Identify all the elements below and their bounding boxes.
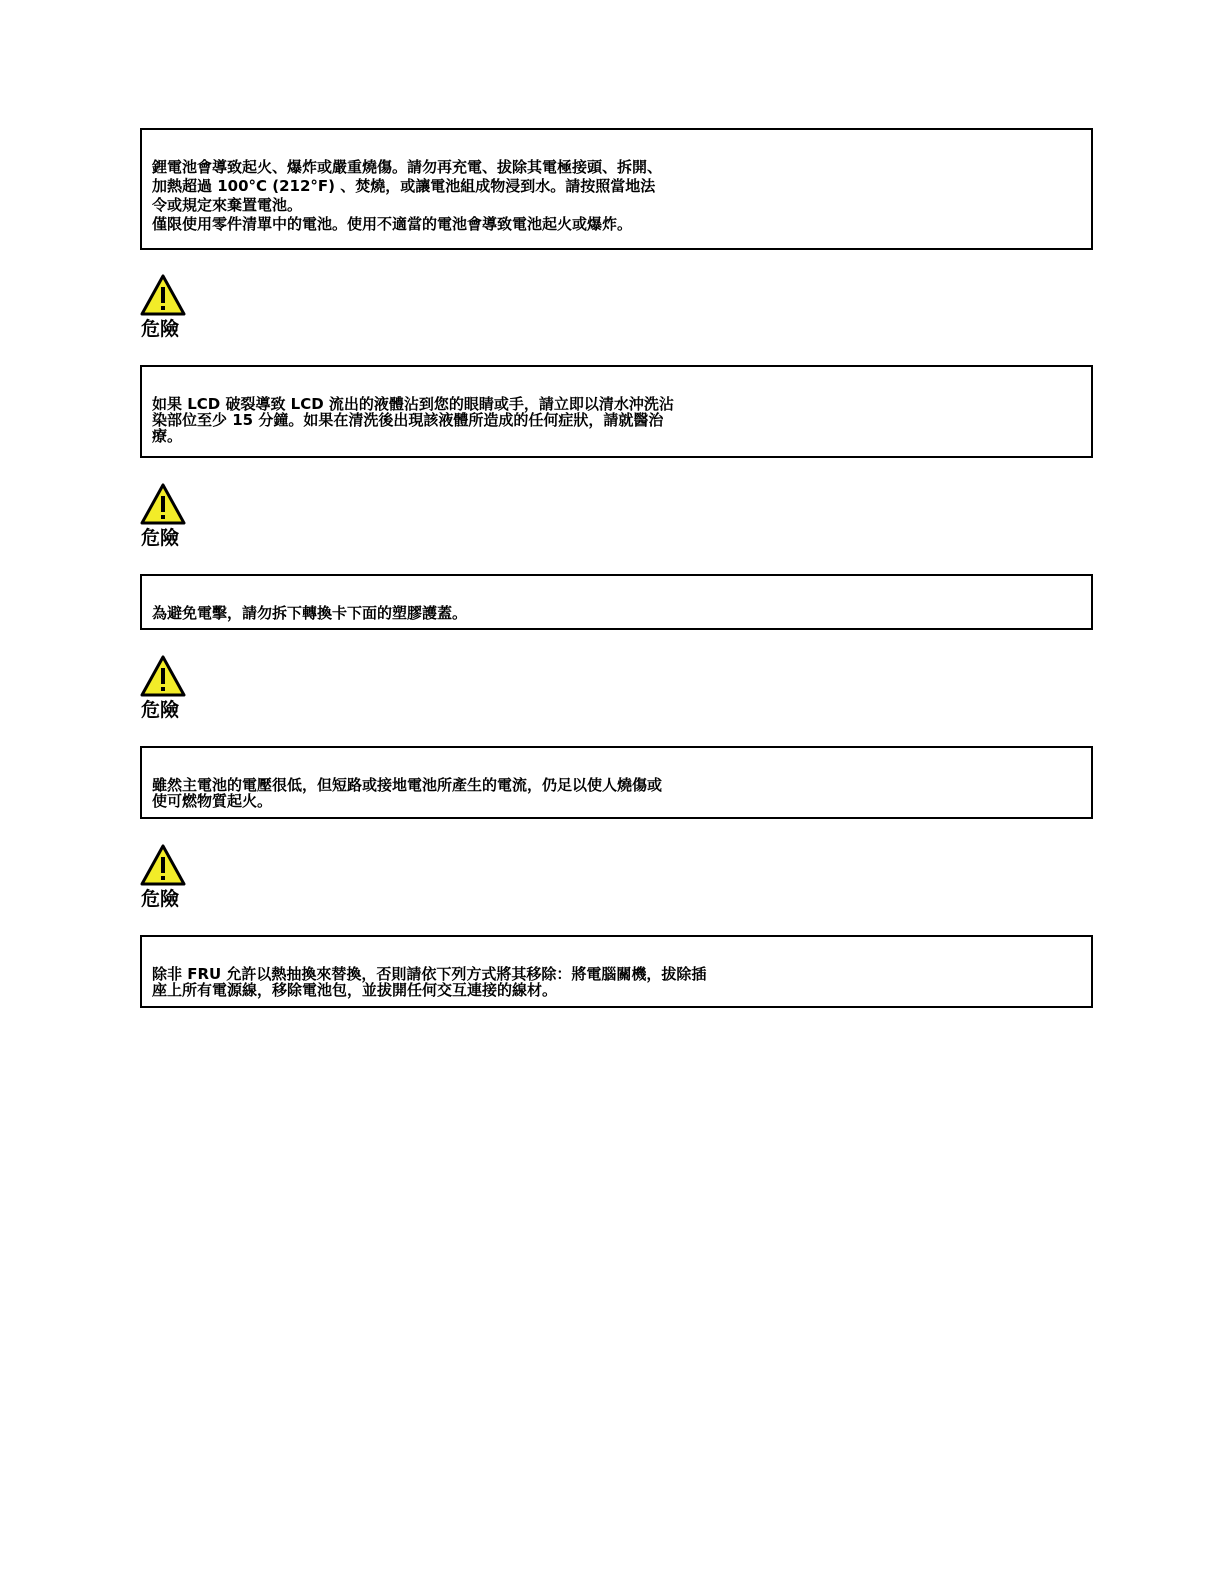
- notice-box-electric-shock: [140, 574, 1093, 630]
- danger-warning: [140, 655, 200, 722]
- warning-triangle-icon: [140, 483, 186, 525]
- warning-triangle-icon: [140, 844, 186, 886]
- danger-label: 危險: [141, 699, 180, 721]
- notice-box-lithium-battery: [140, 128, 1093, 250]
- notice-box-main-battery: [140, 746, 1093, 819]
- notice-text-line: 令或規定來棄置電池。: [152, 196, 303, 214]
- notice-box-lcd-fluid: [140, 365, 1093, 458]
- notice-text-line: 雖然主電池的電壓很低，但短路或接地電池所產生的電流，仍足以使人燒傷或: [152, 776, 663, 794]
- notice-text-line: 除非 FRU 允許以熱抽換來替換，否則請依下列方式將其移除：將電腦關機，拔除插: [152, 965, 707, 983]
- notice-text-line: 鋰電池會導致起火、爆炸或嚴重燒傷。請勿再充電、拔除其電極接頭、拆開、: [152, 158, 663, 176]
- notice-text-line: 如果 LCD 破裂導致 LCD 流出的液體沾到您的眼睛或手，請立即以清水沖洗沾: [152, 395, 674, 413]
- danger-warning: [140, 274, 200, 341]
- danger-warning: [140, 483, 200, 550]
- notice-text-line: 為避免電擊，請勿拆下轉換卡下面的塑膠護蓋。: [152, 604, 468, 622]
- danger-label: 危險: [141, 527, 180, 549]
- notice-text-line: 加熱超過 100°C (212°F) 、焚燒，或讓電池組成物浸到水。請按照當地法: [152, 177, 656, 195]
- notice-box-fru-removal: [140, 935, 1093, 1008]
- notice-text-line: 座上所有電源線，移除電池包，並拔開任何交互連接的線材。: [152, 981, 558, 999]
- notice-text-line: 使可燃物質起火。: [152, 792, 273, 810]
- notice-text-line: 療。: [152, 427, 183, 445]
- notice-text-line: 染部位至少 15 分鐘。如果在清洗後出現該液體所造成的任何症狀，請就醫治: [152, 411, 664, 429]
- notice-text-line: 僅限使用零件清單中的電池。使用不適當的電池會導致電池起火或爆炸。: [152, 215, 633, 233]
- warning-triangle-icon: [140, 274, 186, 316]
- warning-triangle-icon: [140, 655, 186, 697]
- danger-label: 危險: [141, 318, 180, 340]
- danger-label: 危險: [141, 888, 180, 910]
- danger-warning: [140, 844, 200, 911]
